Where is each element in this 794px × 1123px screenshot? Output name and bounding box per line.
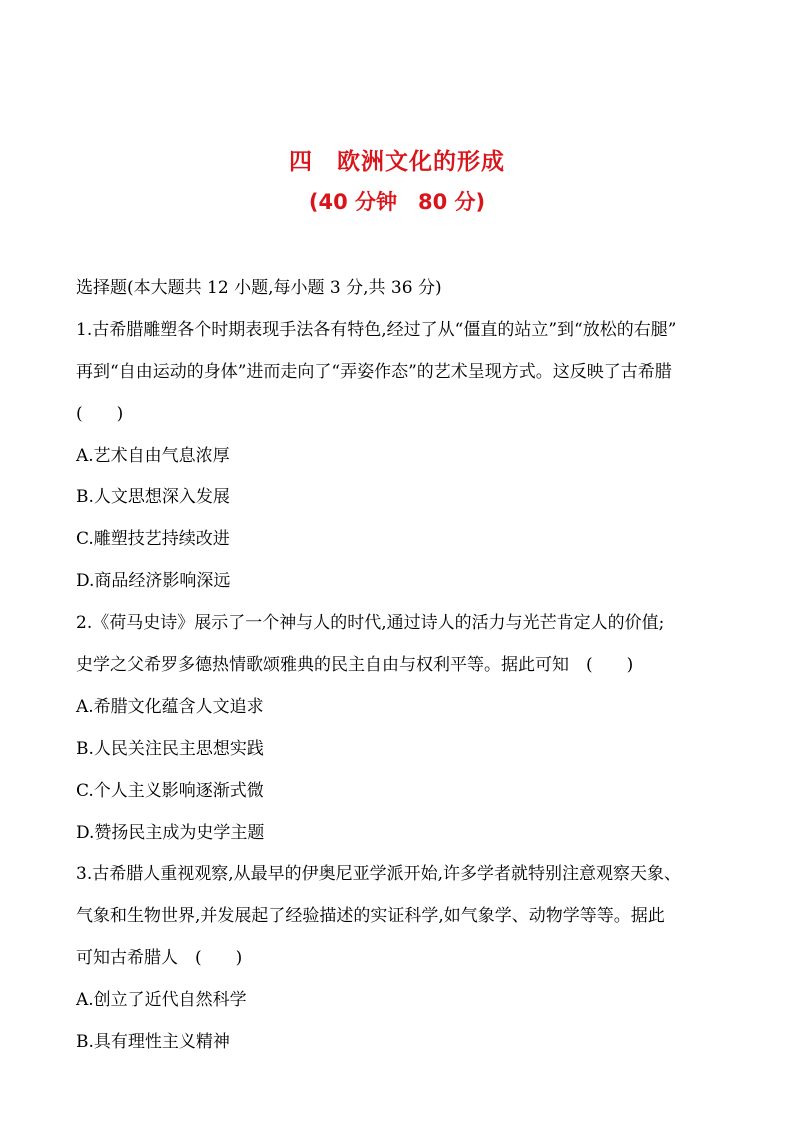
question-content [76,268,726,1064]
question-stem-line: 史学之父希罗多德热情歌颂雅典的民主自由与权利平等。据此可知 ( ) [76,655,634,676]
question-1 [76,310,726,603]
question-stem-line: 3.古希腊人重视观察,从最早的伊奥尼亚学派开始,许多学者就特别注意观察天象、 [76,864,682,885]
option-b: B.人文思想深入发展 [76,487,230,508]
option-c: C.个人主义影响逐渐式微 [76,780,264,801]
section-heading: 选择题(本大题共 12 小题,每小题 3 分,共 36 分) [76,278,442,298]
question-stem-line: 可知古希腊人 ( ) [76,948,243,969]
option-c: C.雕塑技艺持续改进 [76,529,230,550]
question-2 [76,603,726,854]
page-title: 四 欧洲文化的形成 [289,149,505,175]
option-a: A.创立了近代自然科学 [76,990,247,1011]
option-d: D.商品经济影响深远 [76,571,231,592]
question-stem-line: 1.古希腊雕塑各个时期表现手法各有特色,经过了从“僵直的站立”到“放松的右腿” [76,319,677,340]
page-subtitle: (40 分钟 80 分) [308,190,486,214]
question-stem-line: ( ) [76,403,124,424]
question-stem-line: 再到“自由运动的身体”进而走向了“弄姿作态”的艺术呈现方式。这反映了古希腊 [76,361,672,382]
question-stem-line: 气象和生物世界,并发展起了经验描述的实证科学,如气象学、动物学等等。据此 [76,906,665,927]
question-3 [76,854,726,1063]
option-b: B.具有理性主义精神 [76,1032,230,1053]
option-d: D.赞扬民主成为史学主题 [76,822,265,843]
option-a: A.艺术自由气息浓厚 [76,445,230,466]
question-stem-line: 2.《荷马史诗》展示了一个神与人的时代,通过诗人的活力与光芒肯定人的价值; [76,613,665,634]
option-a: A.希腊文化蕴含人文追求 [76,696,264,717]
option-b: B.人民关注民主思想实践 [76,738,264,759]
